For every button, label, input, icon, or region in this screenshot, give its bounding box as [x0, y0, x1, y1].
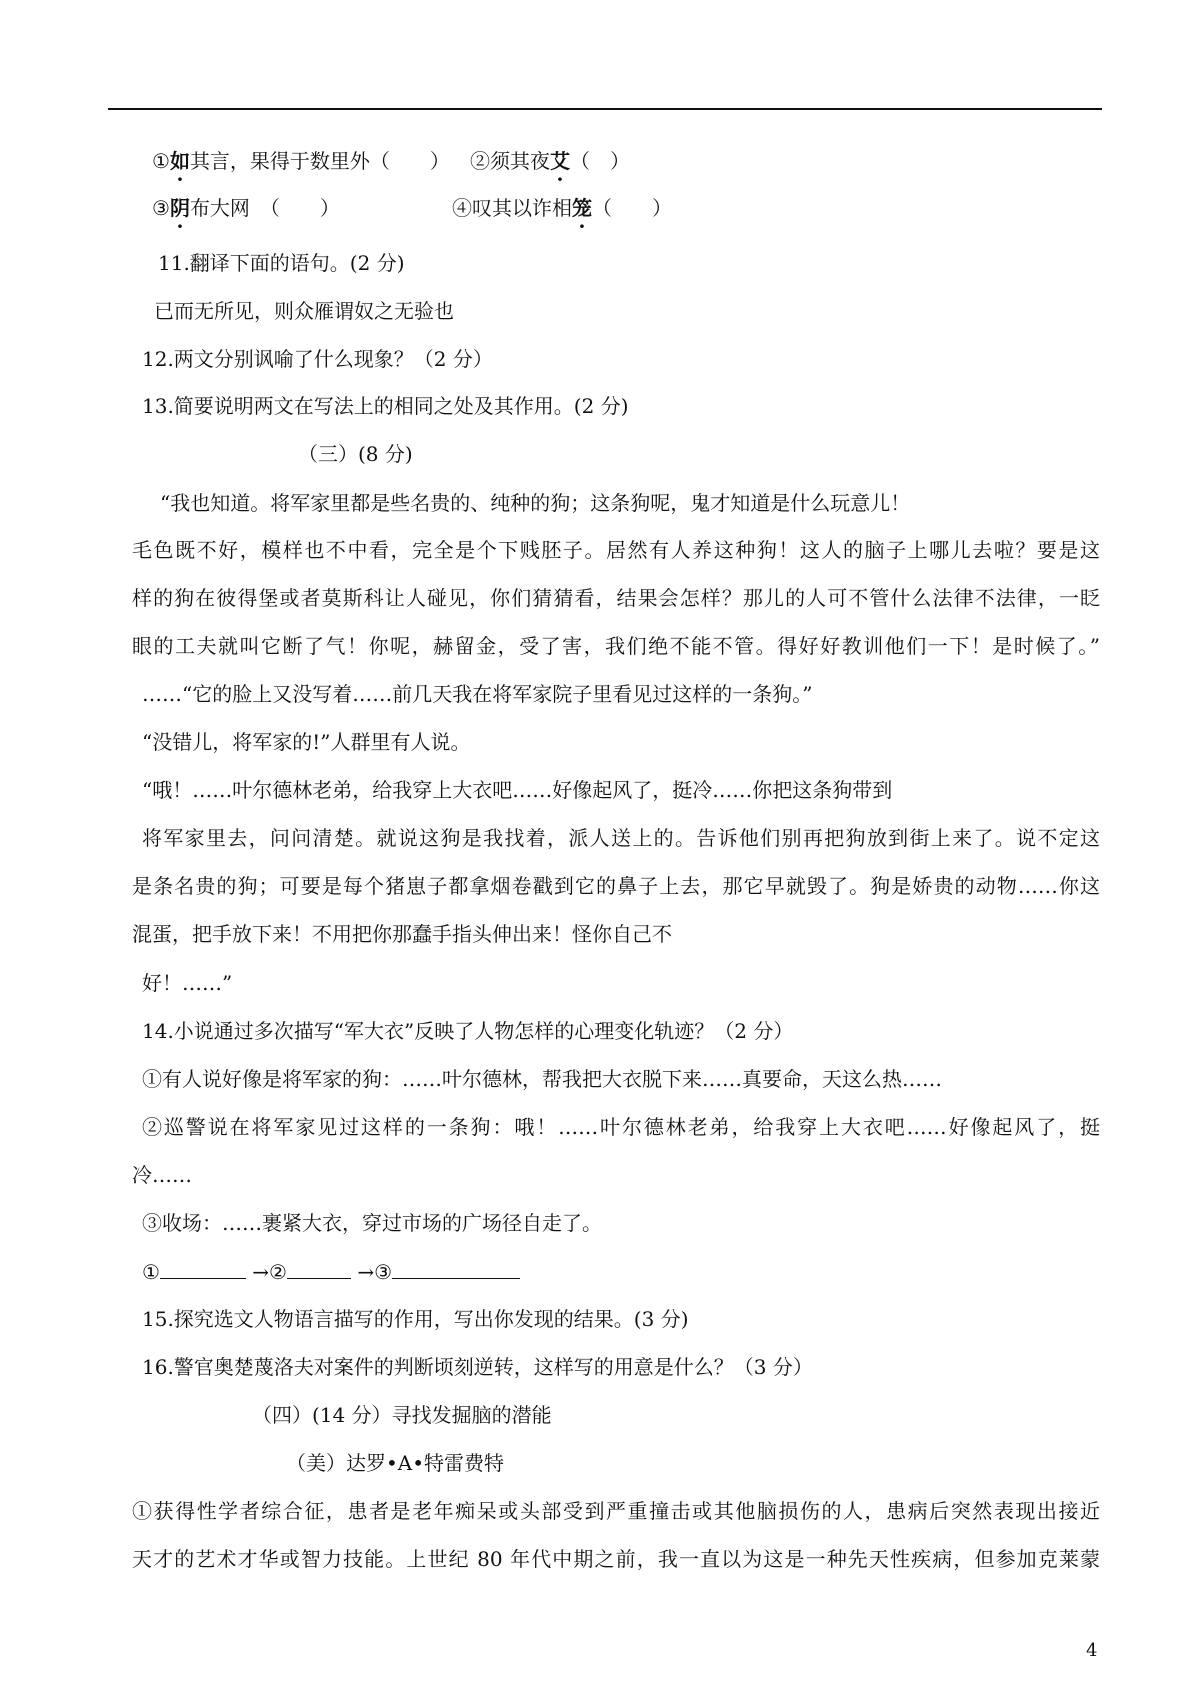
q14-item-2-cont: 冷…… — [132, 1163, 192, 1187]
passage3-line: 眼的工夫就叫它断了气！你呢，赫留金，受了害，我们绝不能不管。得好好教训他们一下！是时候了。” — [132, 634, 1100, 658]
passage3-line: 将军家里去，问问清楚。就说这狗是我找着，派人送上的。告诉他们别再把狗放到街上来了。说不定这 — [142, 826, 1100, 850]
answer-blank[interactable] — [160, 1258, 246, 1279]
q10-option-1: ①如其言，果得于数里外（ ） — [152, 149, 450, 173]
q14-item-2: ②巡警说在将军家见过这样的一条狗：哦！……叶尔德林老弟，给我穿上大衣吧……好像起风了，挺 — [142, 1115, 1100, 1139]
passage3-line: 毛色既不好，模样也不中看，完全是个下贱胚子。居然有人养这种狗！这人的脑子上哪儿去啦？要是这 — [132, 538, 1100, 562]
q14-item-1: ①有人说好像是将军家的狗：……叶尔德林，帮我把大衣脱下来……真要命，天这么热…… — [142, 1067, 942, 1091]
answer-blank[interactable] — [287, 1258, 351, 1279]
question-13: 13.简要说明两文在写法上的相同之处及其作用。(2 分) — [142, 394, 629, 418]
section-4-heading: （四）(14 分）寻找发掘脑的潜能 — [252, 1403, 552, 1427]
section-3-heading: （三）(8 分) — [298, 442, 413, 466]
page-number: 4 — [1086, 1640, 1098, 1661]
passage3-line: 样的狗在彼得堡或者莫斯科让人碰见，你们猜猜看，结果会怎样？那儿的人可不管什么法律不法律，一眨 — [132, 586, 1100, 610]
passage3-line: 好！……” — [142, 971, 233, 995]
emphasis-char: 笼 — [572, 196, 592, 220]
question-15: 15.探究选文人物语言描写的作用，写出你发现的结果。(3 分) — [142, 1307, 689, 1331]
q10-option-4: ④叹其以诈相笼（ ） — [452, 196, 672, 220]
answer-blank[interactable] — [392, 1258, 520, 1279]
emphasis-char: 如 — [169, 149, 190, 173]
header-rule — [108, 108, 1102, 110]
section-4-author: （美）达罗•A•特雷费特 — [286, 1451, 505, 1475]
passage4-line: 天才的艺术才华或智力技能。上世纪 80 年代中期之前，我一直以为这是一种先天性疾病，但参加克莱蒙 — [132, 1547, 1100, 1571]
question-16: 16.警官奥楚蔑洛夫对案件的判断顷刻逆转，这样写的用意是什么？（3 分） — [142, 1355, 813, 1379]
question-11: 11.翻译下面的语句。(2 分) — [158, 251, 405, 275]
passage3-line: ……“它的脸上又没写着……前几天我在将军家院子里看见过这样的一条狗。” — [142, 682, 813, 706]
question-14: 14.小说通过多次描写“军大衣”反映了人物怎样的心理变化轨迹？（2 分） — [142, 1019, 794, 1043]
q11-sentence: 已而无所见，则众雁谓奴之无验也 — [154, 299, 454, 323]
passage3-line: 混蛋，把手放下来！不用把你那蠢手指头伸出来！怪你自己不 — [132, 922, 672, 946]
q10-option-3: ③阴布大网 （ ） — [152, 196, 340, 220]
question-12: 12.两文分别讽喻了什么现象？（2 分） — [142, 347, 493, 371]
q14-answer-blanks: ① →② →③ — [142, 1258, 520, 1285]
passage3-line: “我也知道。将军家里都是些名贵的、纯种的狗；这条狗呢，鬼才知道是什么玩意儿！ — [160, 491, 911, 515]
q10-option-2: ②须其夜艾（ ） — [470, 149, 630, 173]
emphasis-char: 阴 — [169, 196, 190, 220]
passage3-line: 是条名贵的狗；可要是每个猪崽子都拿烟卷戳到它的鼻子上去，那它早就毁了。狗是娇贵的动物……你这 — [132, 874, 1100, 898]
passage3-line: “哦！……叶尔德林老弟，给我穿上大衣吧……好像起风了，挺冷……你把这条狗带到 — [142, 778, 893, 802]
passage3-line: “没错儿，将军家的!”人群里有人说。 — [142, 730, 471, 754]
passage4-line: ①获得性学者综合征，患者是老年痴呆或头部受到严重撞击或其他脑损伤的人，患病后突然表现出接近 — [132, 1499, 1100, 1523]
emphasis-char: 艾 — [550, 149, 570, 173]
q14-item-3: ③收场：……裹紧大衣，穿过市场的广场径自走了。 — [142, 1211, 602, 1235]
